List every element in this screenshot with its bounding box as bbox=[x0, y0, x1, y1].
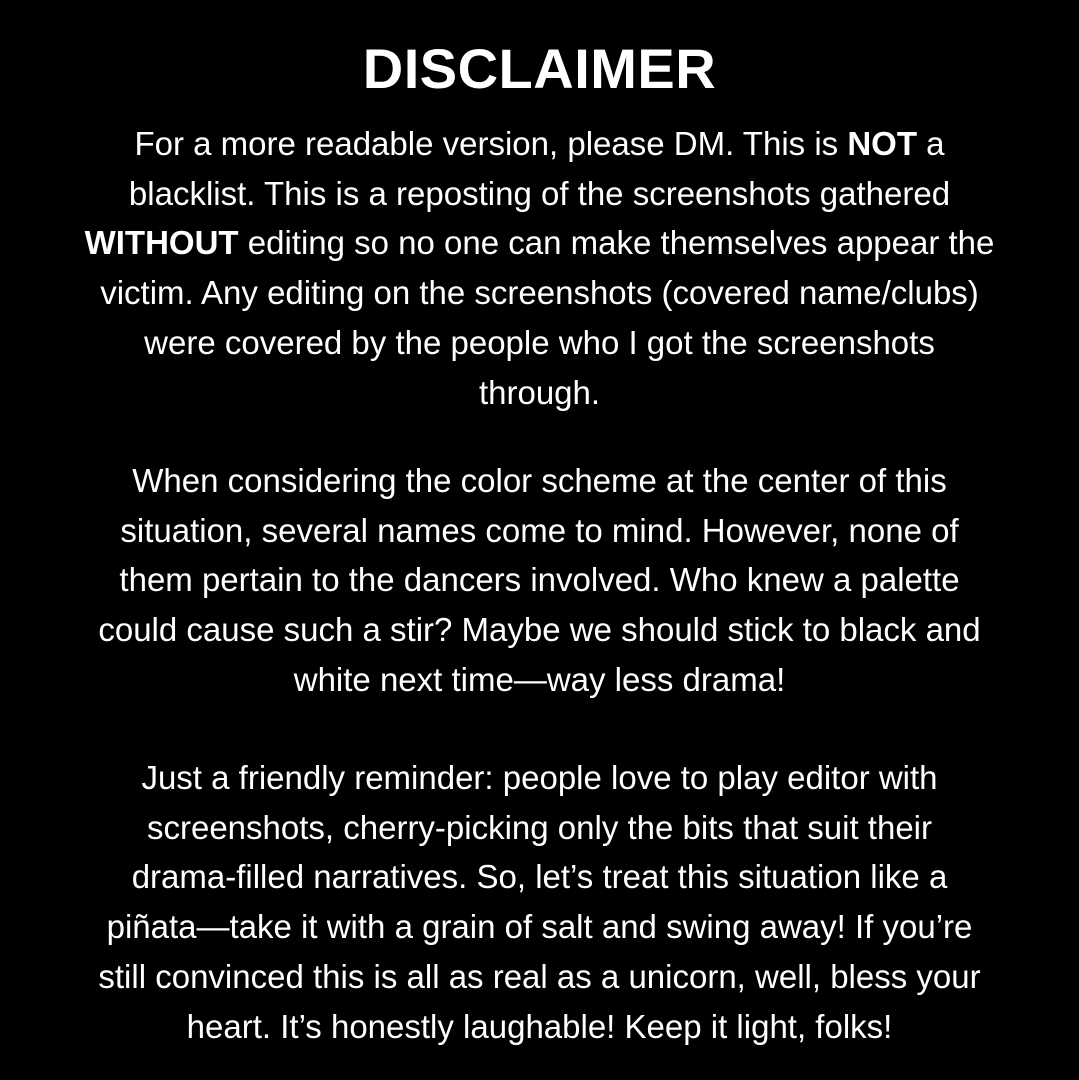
line-text: editing so no one can make themselves appear the bbox=[238, 224, 995, 262]
paragraph-line bbox=[12, 218, 1067, 268]
paragraph-line: still convinced this is all as real as a unicorn, well, bless your bbox=[98, 957, 981, 995]
disclaimer-title: DISCLAIMER bbox=[362, 37, 717, 100]
paragraph-line: were covered by the people who I got the screenshots bbox=[144, 323, 935, 361]
paragraph-line: piñata—take it with a grain of salt and swing away! If you’re bbox=[106, 908, 973, 946]
bold-without: WITHOUT bbox=[84, 224, 239, 262]
paragraph-line: When considering the color scheme at the center of this bbox=[132, 462, 947, 499]
paragraph-line: could cause such a stir? Maybe we should stick to black and bbox=[98, 611, 981, 649]
paragraph-line: Just a friendly reminder: people love to play editor with bbox=[141, 759, 938, 796]
paragraph-line: white next time—way less drama! bbox=[293, 660, 786, 698]
paragraph-line: through. bbox=[478, 373, 601, 411]
paragraph-line bbox=[12, 119, 1067, 169]
paragraph-line: situation, several names come to mind. However, none of bbox=[120, 511, 959, 549]
paragraph-friendly-reminder bbox=[12, 753, 1067, 1051]
paragraph-color-scheme bbox=[12, 456, 1067, 705]
paragraph-line: them pertain to the dancers involved. Who knew a palette bbox=[119, 561, 960, 599]
paragraph-line: drama-filled narratives. So, let’s treat this situation like a bbox=[131, 858, 948, 896]
paragraph-line: victim. Any editing on the screenshots (covered name/clubs) bbox=[100, 274, 979, 312]
bold-not: NOT bbox=[847, 125, 917, 162]
line-text: For a more readable version, please DM. This is bbox=[134, 125, 848, 162]
paragraph-line: heart. It’s honestly laughable! Keep it light, folks! bbox=[186, 1007, 893, 1045]
paragraph-line: screenshots, cherry-picking only the bits that suit their bbox=[146, 808, 933, 846]
paragraph-readable-version bbox=[12, 119, 1067, 417]
line-text: a bbox=[917, 125, 945, 162]
paragraph-line: blacklist. This is a reposting of the screenshots gathered bbox=[128, 174, 951, 212]
